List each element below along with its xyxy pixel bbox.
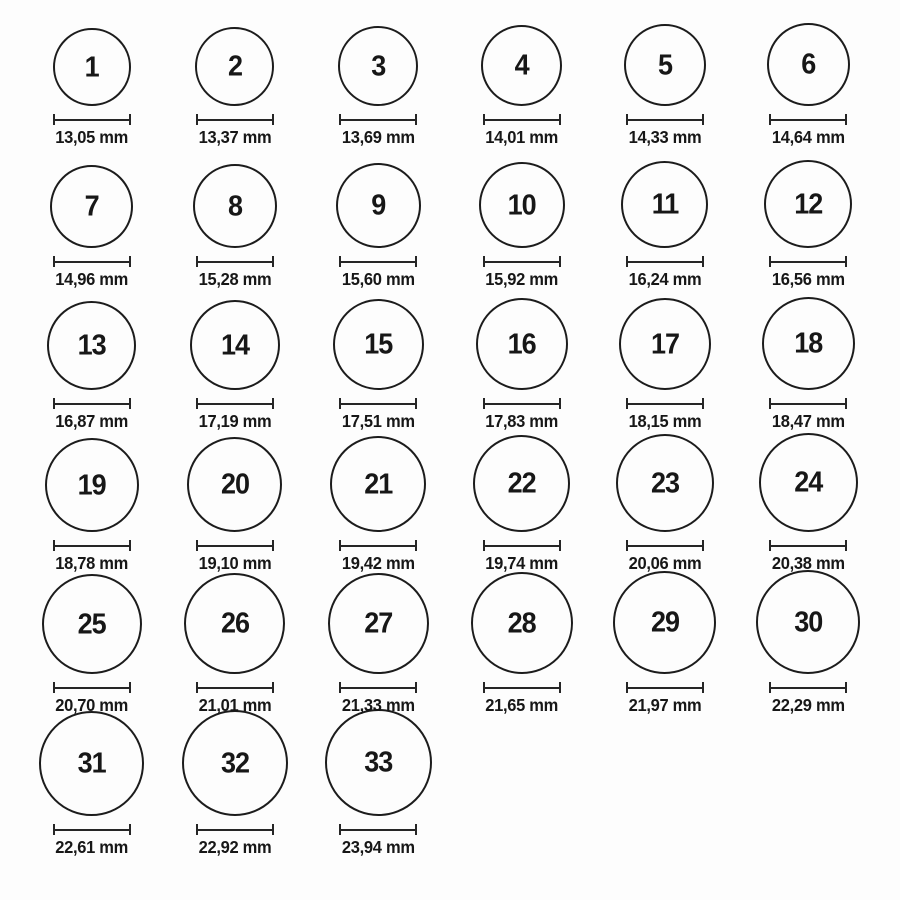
ring-circle xyxy=(333,299,424,390)
ring-size-cell xyxy=(619,298,711,442)
diameter-label: 16,87 mm xyxy=(55,412,129,432)
ring-circle xyxy=(42,574,142,674)
ring-circle xyxy=(473,435,570,532)
ring-size-cell xyxy=(190,300,280,442)
ring-size-number: 17 xyxy=(650,327,679,360)
diameter-measure-line xyxy=(53,398,131,409)
diameter-measure-line xyxy=(53,682,131,693)
diameter-measure-line xyxy=(339,824,417,835)
ring-size-cell xyxy=(621,161,708,300)
diameter-measure-line xyxy=(483,114,561,125)
diameter-label: 22,92 mm xyxy=(198,838,272,858)
ring-size-number: 8 xyxy=(227,189,242,222)
diameter-measure-line xyxy=(53,256,131,267)
ring-circle xyxy=(624,24,706,106)
ring-circle xyxy=(756,570,860,674)
ring-circle xyxy=(325,709,432,816)
ring-size-number: 10 xyxy=(507,188,536,221)
ring-circle xyxy=(330,436,426,532)
ring-size-number: 2 xyxy=(227,50,242,82)
diameter-label: 20,38 mm xyxy=(771,554,845,574)
diameter-label: 21,33 mm xyxy=(341,696,415,716)
ring-circle xyxy=(621,161,708,248)
diameter-measure-line xyxy=(196,540,274,551)
diameter-measure-line xyxy=(769,256,847,267)
ring-size-number: 21 xyxy=(364,467,393,500)
ring-circle xyxy=(481,25,562,106)
diameter-measure-line xyxy=(483,398,561,409)
ring-size-cell xyxy=(756,570,860,726)
ring-size-cell xyxy=(328,573,429,726)
ring-size-number: 27 xyxy=(364,607,393,639)
diameter-measure-line xyxy=(483,256,561,267)
diameter-label: 21,97 mm xyxy=(628,696,702,716)
diameter-label: 17,19 mm xyxy=(198,412,272,432)
diameter-label: 18,15 mm xyxy=(628,412,702,432)
diameter-label: 14,64 mm xyxy=(771,128,845,148)
diameter-measure-line xyxy=(339,682,417,693)
ring-size-number: 16 xyxy=(507,327,536,360)
ring-size-cell xyxy=(182,710,288,868)
ring-circle xyxy=(39,711,144,816)
diameter-measure-line xyxy=(339,540,417,551)
ring-size-cell xyxy=(481,25,562,158)
ring-size-number: 18 xyxy=(794,327,823,359)
ring-size-cell xyxy=(336,163,421,300)
diameter-measure-line xyxy=(196,114,274,125)
diameter-label: 16,56 mm xyxy=(771,270,845,290)
diameter-label: 19,42 mm xyxy=(341,554,415,574)
ring-circle xyxy=(193,164,277,248)
ring-circle xyxy=(184,573,285,674)
diameter-label: 14,33 mm xyxy=(628,128,702,148)
diameter-label: 22,61 mm xyxy=(55,838,129,858)
ring-size-cell xyxy=(613,571,716,726)
ring-size-number: 7 xyxy=(84,190,99,222)
ring-size-cell xyxy=(767,23,850,158)
ring-size-number: 28 xyxy=(507,606,536,639)
ring-circle xyxy=(764,160,852,248)
diameter-measure-line xyxy=(483,682,561,693)
ring-size-number: 29 xyxy=(650,606,679,638)
ring-circle xyxy=(471,572,573,674)
ring-size-number: 4 xyxy=(514,49,529,81)
ring-circle xyxy=(762,297,855,390)
ring-circle xyxy=(476,298,568,390)
diameter-label: 15,92 mm xyxy=(485,270,559,290)
ring-size-number: 20 xyxy=(220,468,249,500)
diameter-measure-line xyxy=(53,114,131,125)
diameter-label: 21,65 mm xyxy=(485,696,559,716)
ring-circle xyxy=(338,26,418,106)
ring-size-cell xyxy=(473,435,570,584)
diameter-measure-line xyxy=(196,824,274,835)
ring-size-cell xyxy=(39,711,144,868)
ring-size-number: 30 xyxy=(794,605,823,638)
ring-circle xyxy=(613,571,716,674)
ring-size-cell xyxy=(45,438,139,584)
diameter-measure-line xyxy=(626,256,704,267)
ring-size-cell xyxy=(759,433,858,584)
diameter-label: 13,05 mm xyxy=(55,128,129,148)
ring-size-number: 32 xyxy=(220,746,249,779)
ring-circle xyxy=(616,434,714,532)
diameter-label: 21,01 mm xyxy=(198,696,272,716)
diameter-measure-line xyxy=(769,114,847,125)
ring-size-number: 24 xyxy=(794,466,823,498)
diameter-label: 20,06 mm xyxy=(628,554,702,574)
diameter-label: 15,60 mm xyxy=(341,270,415,290)
ring-circle xyxy=(759,433,858,532)
ring-size-cell xyxy=(195,27,274,158)
ring-size-cell xyxy=(624,24,706,158)
ring-size-number: 23 xyxy=(650,466,679,499)
ring-circle xyxy=(50,165,133,248)
ring-size-number: 14 xyxy=(220,328,249,361)
ring-size-number: 19 xyxy=(77,468,106,501)
ring-size-number: 25 xyxy=(77,607,106,640)
ring-size-number: 1 xyxy=(84,50,99,83)
diameter-measure-line xyxy=(339,398,417,409)
ring-size-cell xyxy=(764,160,852,300)
diameter-measure-line xyxy=(626,114,704,125)
diameter-label: 20,70 mm xyxy=(55,696,129,716)
ring-circle xyxy=(47,301,136,390)
diameter-label: 13,69 mm xyxy=(341,128,415,148)
diameter-label: 14,01 mm xyxy=(485,128,559,148)
diameter-measure-line xyxy=(196,256,274,267)
ring-size-cell xyxy=(47,301,136,442)
ring-size-number: 3 xyxy=(371,49,386,82)
diameter-measure-line xyxy=(769,398,847,409)
ring-size-cell xyxy=(50,165,133,300)
ring-size-number: 26 xyxy=(220,607,249,639)
ring-size-cell xyxy=(471,572,573,726)
ring-size-number: 11 xyxy=(651,188,679,220)
diameter-label: 19,74 mm xyxy=(485,554,559,574)
diameter-label: 17,51 mm xyxy=(341,412,415,432)
diameter-label: 17,83 mm xyxy=(485,412,559,432)
ring-size-number: 33 xyxy=(364,746,393,778)
ring-circle xyxy=(182,710,288,816)
diameter-label: 19,10 mm xyxy=(198,554,272,574)
ring-circle xyxy=(479,162,565,248)
ring-size-cell xyxy=(193,164,277,300)
ring-size-number: 12 xyxy=(794,187,823,220)
diameter-label: 16,24 mm xyxy=(628,270,702,290)
diameter-measure-line xyxy=(196,682,274,693)
ring-circle xyxy=(767,23,850,106)
diameter-label: 18,47 mm xyxy=(771,412,845,432)
ring-size-cell xyxy=(333,299,424,442)
ring-circle xyxy=(53,28,131,106)
ring-size-cell xyxy=(184,573,285,726)
ring-size-cell xyxy=(338,26,418,158)
diameter-label: 13,37 mm xyxy=(198,128,272,148)
diameter-label: 14,96 mm xyxy=(55,270,129,290)
ring-size-cell xyxy=(187,437,282,584)
ring-size-number: 15 xyxy=(364,328,393,360)
ring-circle xyxy=(328,573,429,674)
ring-size-cell xyxy=(616,434,714,584)
diameter-measure-line xyxy=(483,540,561,551)
ring-circle xyxy=(187,437,282,532)
diameter-measure-line xyxy=(626,398,704,409)
ring-size-number: 9 xyxy=(371,189,386,221)
diameter-label: 22,29 mm xyxy=(771,696,845,716)
ring-size-number: 22 xyxy=(507,467,536,499)
ring-size-cell xyxy=(325,709,432,868)
ring-size-number: 5 xyxy=(657,48,672,81)
ring-size-cell xyxy=(476,298,568,442)
diameter-measure-line xyxy=(626,540,704,551)
diameter-measure-line xyxy=(53,540,131,551)
ring-size-cell xyxy=(42,574,142,726)
diameter-measure-line xyxy=(53,824,131,835)
ring-size-cell xyxy=(53,28,131,158)
diameter-measure-line xyxy=(769,682,847,693)
ring-circle xyxy=(195,27,274,106)
diameter-measure-line xyxy=(339,256,417,267)
ring-size-number: 31 xyxy=(77,747,106,779)
diameter-measure-line xyxy=(626,682,704,693)
diameter-measure-line xyxy=(769,540,847,551)
diameter-measure-line xyxy=(196,398,274,409)
ring-size-cell xyxy=(330,436,426,584)
ring-circle xyxy=(45,438,139,532)
ring-size-cell xyxy=(762,297,855,442)
ring-circle xyxy=(190,300,280,390)
diameter-label: 15,28 mm xyxy=(198,270,272,290)
diameter-label: 18,78 mm xyxy=(55,554,129,574)
diameter-measure-line xyxy=(339,114,417,125)
ring-size-number: 13 xyxy=(77,329,106,361)
diameter-label: 23,94 mm xyxy=(341,838,415,858)
ring-circle xyxy=(619,298,711,390)
ring-size-number: 6 xyxy=(801,48,816,80)
ring-size-cell xyxy=(479,162,565,300)
ring-circle xyxy=(336,163,421,248)
